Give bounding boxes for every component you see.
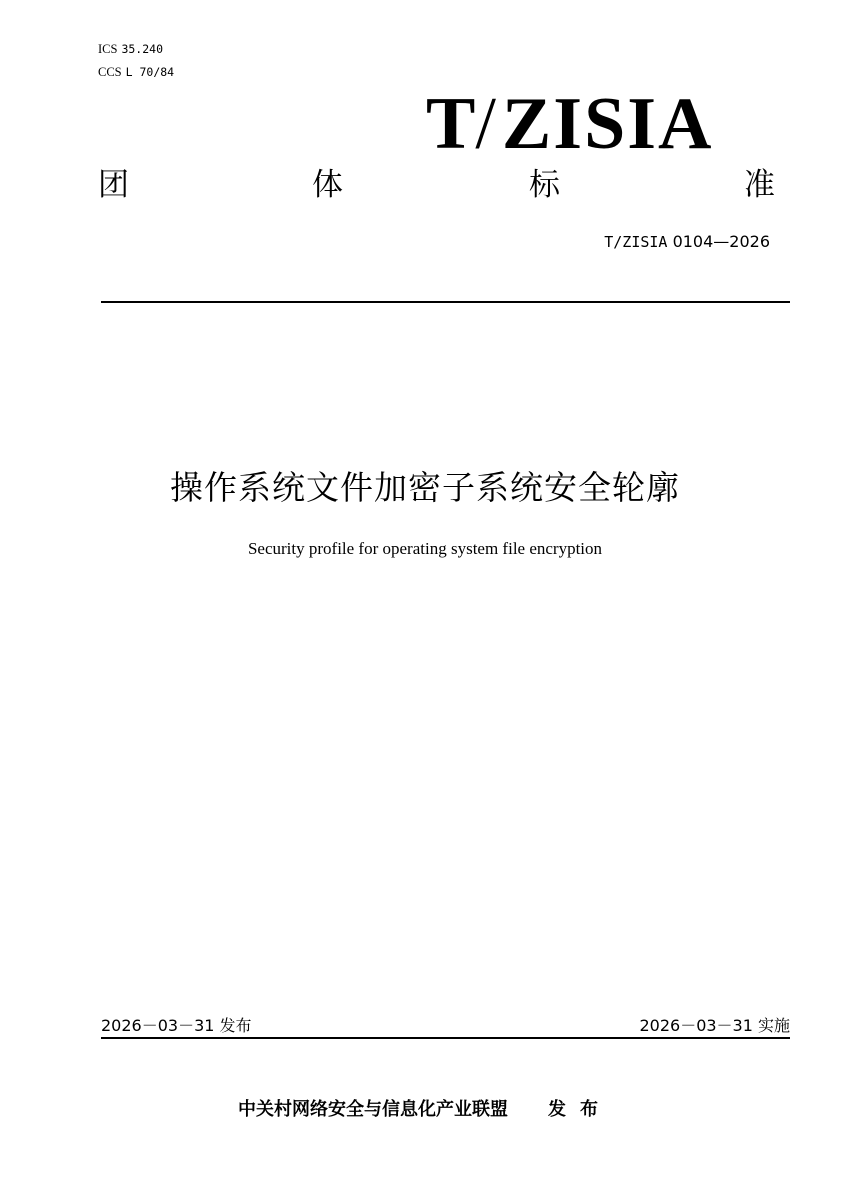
publisher-name: 中关村网络安全与信息化产业联盟 [238, 1099, 508, 1120]
logo-prefix: T [426, 83, 478, 165]
standard-type-char-3: 标 [529, 167, 560, 203]
implement-date: 2026－03－31 实施 [639, 1016, 790, 1035]
standard-type-char-2: 体 [312, 167, 343, 203]
ics-value: 35.240 [121, 42, 163, 56]
document-title: 操作系统文件加密子系统安全轮廓 [170, 468, 680, 507]
logo-org: ZISIA [501, 83, 714, 165]
bottom-divider [101, 1037, 790, 1039]
ccs-label: CCS [98, 65, 122, 79]
standard-number [604, 232, 770, 252]
standard-type-char-1: 团 [98, 167, 129, 203]
logo-slash: / [475, 83, 498, 165]
ccs-value: L 70/84 [125, 65, 175, 79]
top-divider [101, 301, 790, 303]
ccs-code [98, 64, 174, 80]
publisher-action: 发布 [548, 1099, 612, 1120]
publish-date: 2026－03－31 发布 [101, 1016, 252, 1035]
standard-number-value: 0104—2026 [672, 232, 770, 251]
publisher [238, 1099, 612, 1121]
standard-logo [426, 84, 713, 164]
document-subtitle: Security profile for operating system file encryption [247, 539, 603, 558]
standard-number-prefix: T/ZISIA [604, 233, 668, 251]
ics-label: ICS [98, 42, 118, 56]
ics-code [98, 41, 163, 57]
standard-type-char-4: 准 [744, 167, 775, 203]
